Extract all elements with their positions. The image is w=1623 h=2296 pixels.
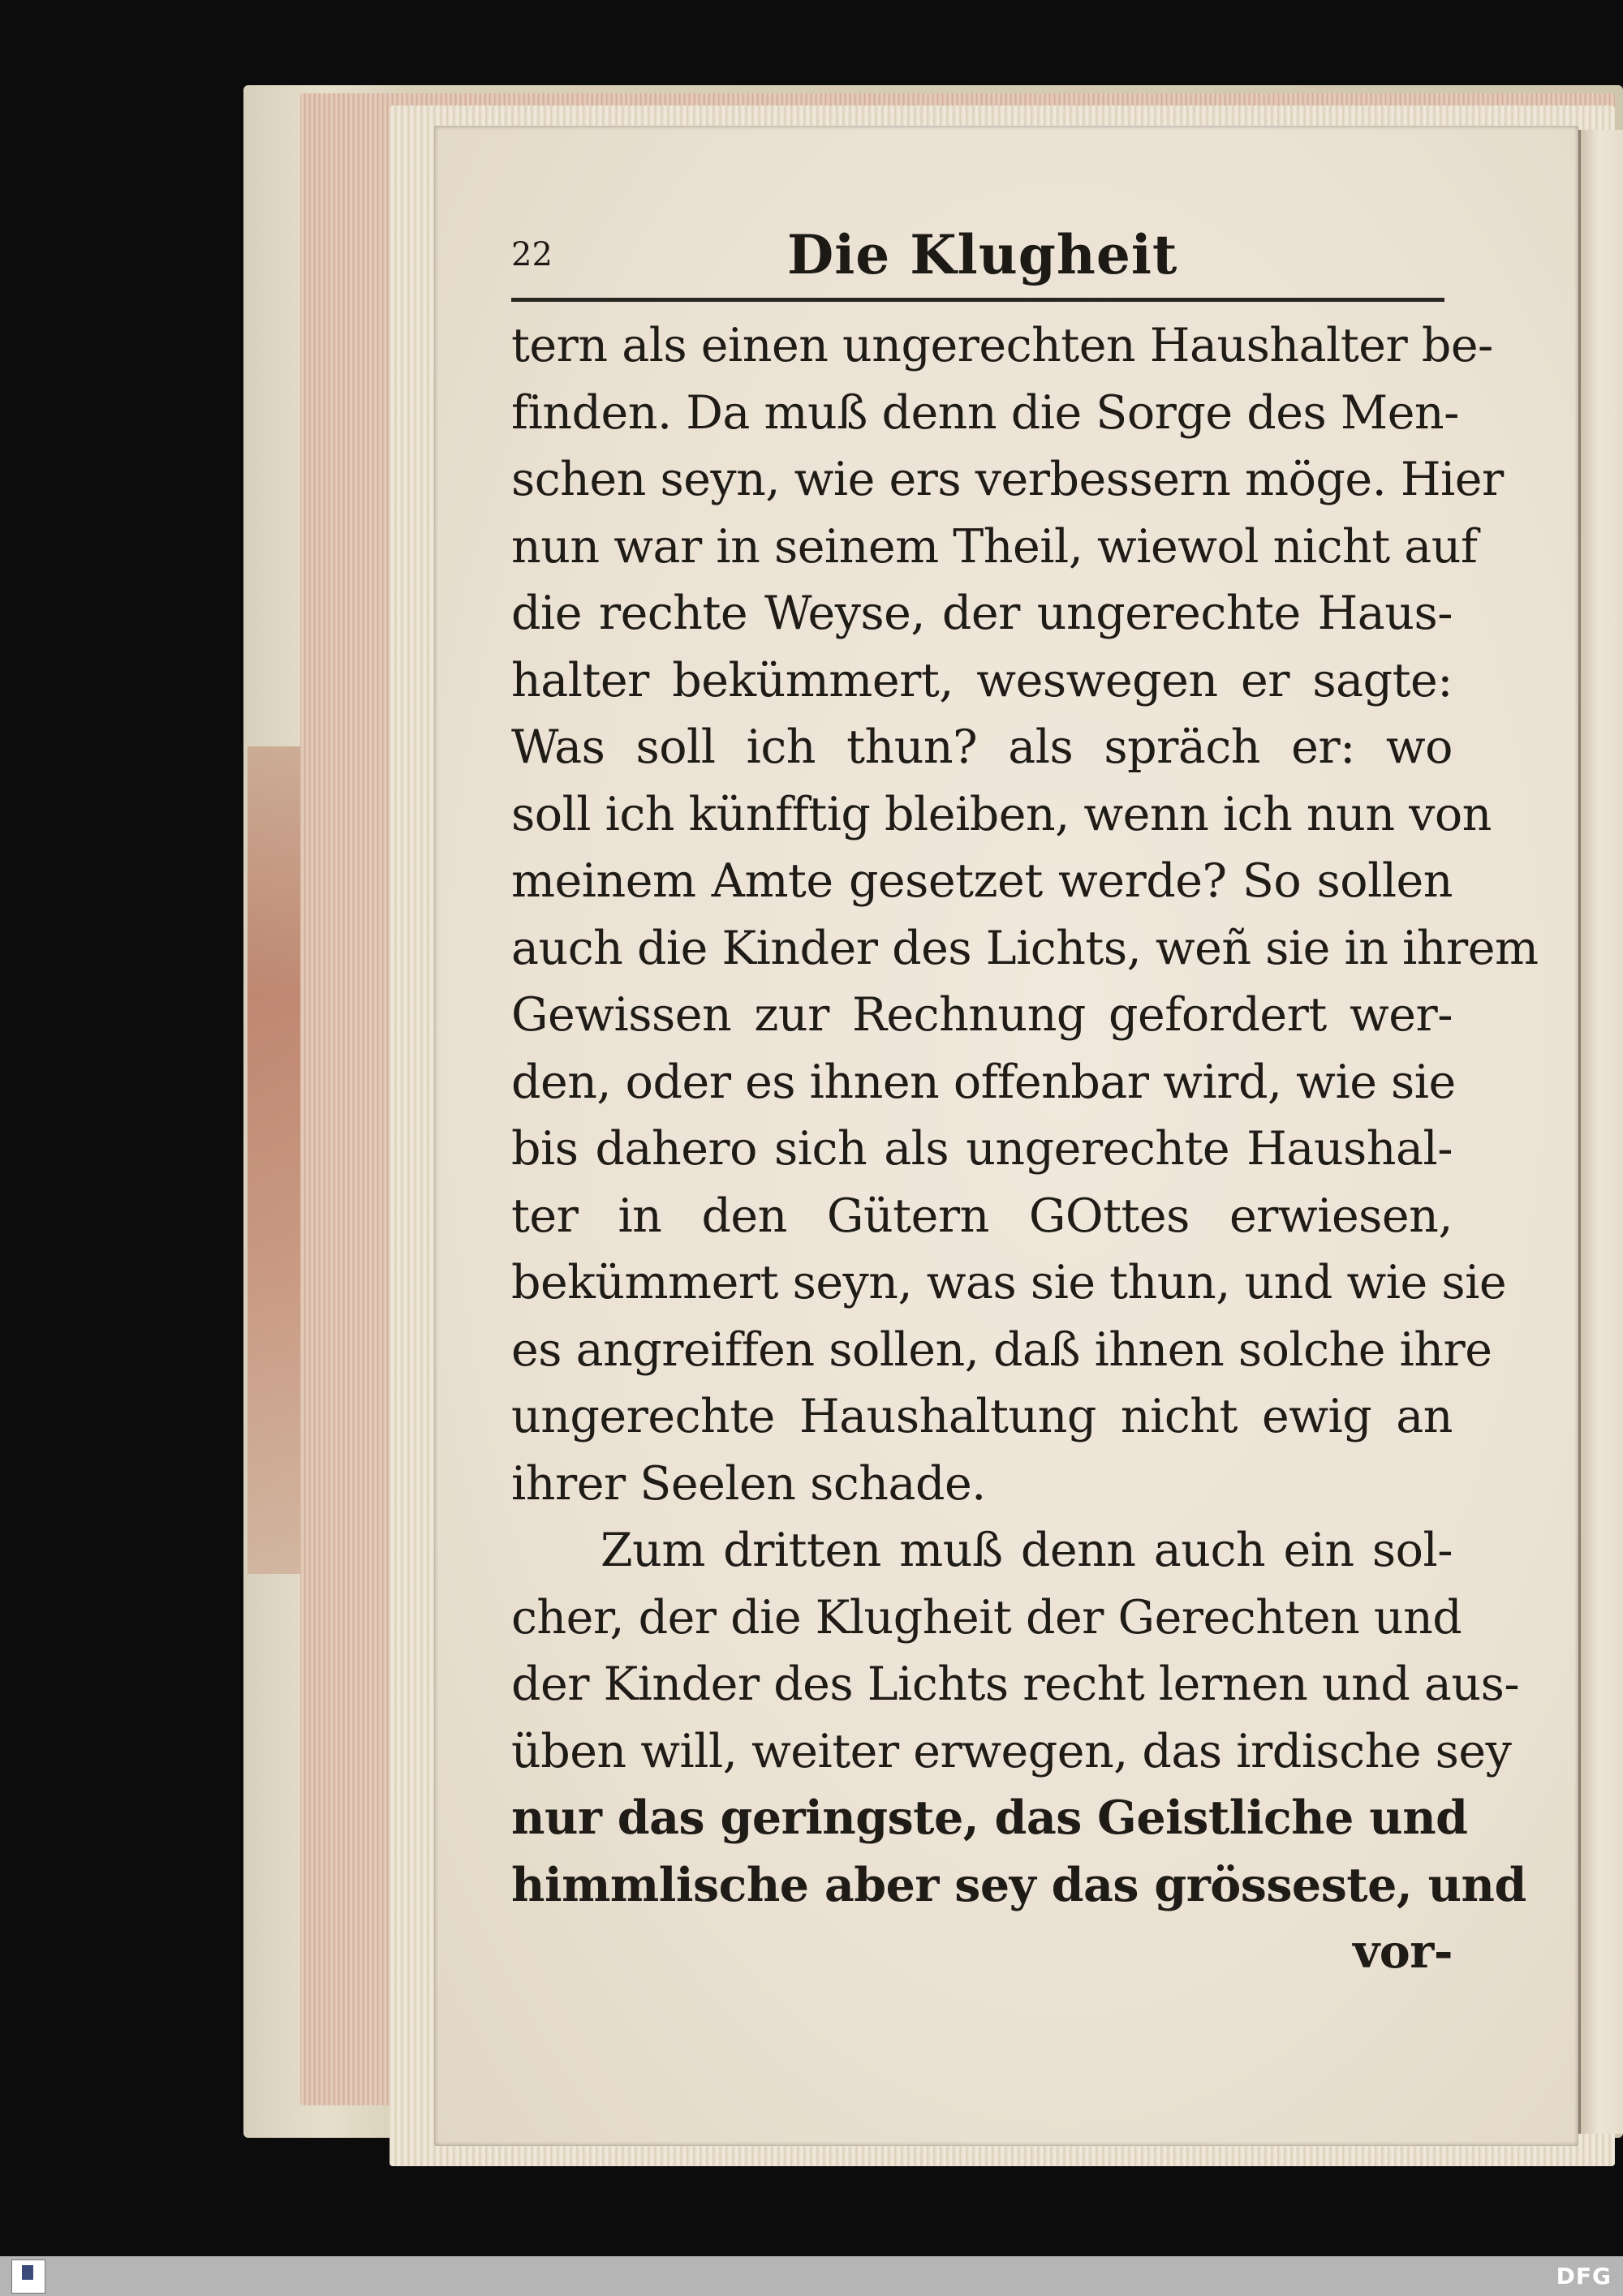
page-number: 22	[511, 236, 553, 273]
paragraph-end-line: ihrer Seelen schade.	[511, 1456, 986, 1511]
facing-page-edge	[1578, 130, 1623, 2134]
running-head	[511, 223, 1444, 304]
text-line: soll ich künfftig bleiben, wenn ich nun von	[511, 787, 1492, 841]
catchword: vor-	[1353, 1924, 1453, 1979]
text-line: nun war in seinem Theil, wiewol nicht auf	[511, 519, 1478, 574]
viewer-footer-bar	[0, 2256, 1623, 2296]
text-line: Gewissen zur Rechnung gefordert wer-	[511, 988, 1453, 1042]
text-line: finden. Da muß denn die Sorge des Men-	[511, 385, 1459, 440]
text-line: cher, der die Klugheit der Gerechten und	[511, 1590, 1462, 1645]
text-line: ter in den Gütern GOttes erwiesen,	[511, 1189, 1453, 1243]
text-line: die rechte Weyse, der ungerechte Haus-	[511, 587, 1453, 640]
text-line: es angreiffen sollen, daß ihnen solche ihre	[511, 1322, 1492, 1377]
text-line: schen seyn, wie ers verbessern möge. Hier	[511, 453, 1504, 506]
text-line: tern als einen ungerechten Haushalter be-	[511, 319, 1493, 372]
text-line: Was soll ich thun? als spräch er: wo	[511, 720, 1453, 774]
text-line: ungerechte Haushaltung nicht ewig an	[511, 1390, 1453, 1443]
text-line: halter bekümmert, weswegen er sagte:	[511, 653, 1453, 707]
body-text	[511, 312, 1539, 1986]
library-crest-icon	[22, 2265, 33, 2280]
dfg-logo: DFG	[1556, 2263, 1612, 2290]
text-line: den, oder es ihnen offenbar wird, wie sie	[511, 1055, 1456, 1109]
paragraph-start-line: Zum dritten muß denn auch ein sol-	[601, 1524, 1453, 1577]
text-line: bis dahero sich als ungerechte Haushal-	[511, 1122, 1453, 1176]
text-line: meinem Amte gesetzet werde? So sollen	[511, 854, 1453, 908]
text-line: der Kinder des Lichts recht lernen und aus-	[511, 1658, 1520, 1711]
text-line: bekümmert seyn, was sie thun, und wie sie	[511, 1256, 1507, 1309]
library-logo-icon	[11, 2259, 45, 2294]
running-title: Die Klugheit	[787, 223, 1178, 286]
text-line: auch die Kinder des Lichts, weñ sie in ihrem	[511, 921, 1539, 975]
text-line: nur das geringste, das Geistliche und	[511, 1791, 1468, 1845]
text-line: himmlische aber sey das grösseste, und	[511, 1857, 1526, 1912]
text-line: üben will, weiter erwegen, das irdische sey	[511, 1724, 1512, 1778]
head-rule	[511, 298, 1444, 302]
